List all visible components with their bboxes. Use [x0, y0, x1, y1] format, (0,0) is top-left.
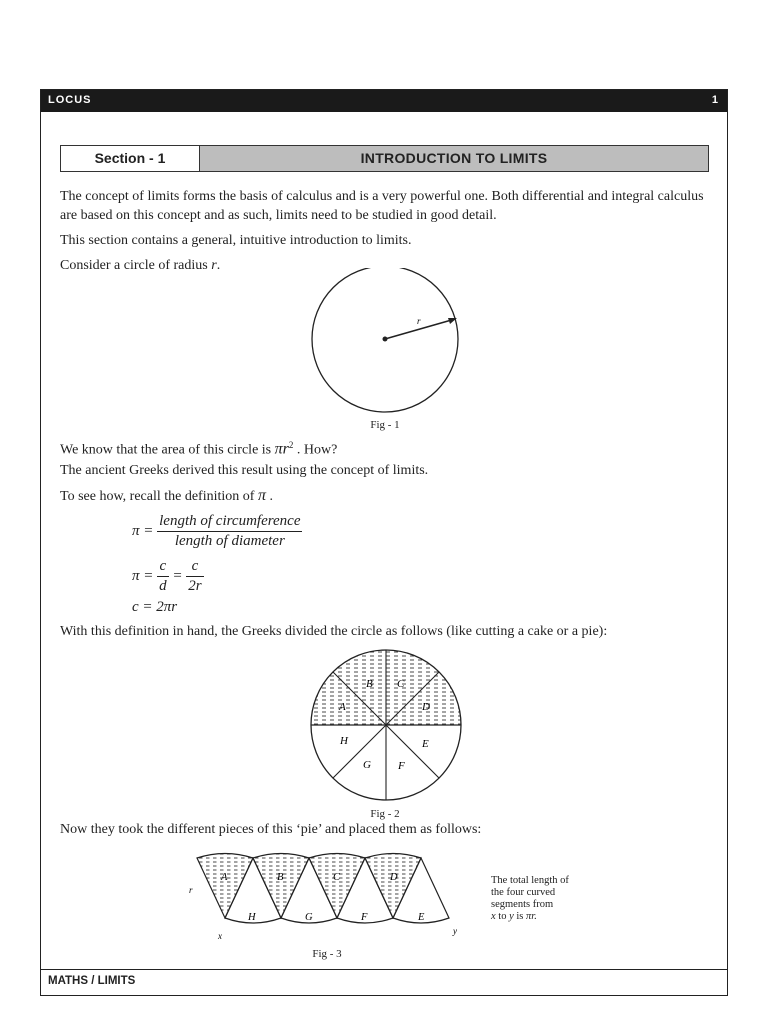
fig3-note-to: to	[495, 911, 510, 922]
p6-suffix: .	[265, 489, 273, 504]
paragraph-5: The ancient Greeks derived this result using the concept of limits.	[60, 463, 429, 478]
equation-1	[132, 513, 302, 550]
fig2-label-d: D	[422, 701, 430, 713]
fig1-caption: Fig - 1	[370, 419, 400, 431]
fig3-label-g: G	[305, 912, 313, 923]
section-title: INTRODUCTION TO LIMITS	[200, 146, 708, 171]
figure-3-rearranged	[185, 848, 475, 944]
p4-suffix: . How?	[293, 442, 338, 458]
p6-prefix: To see how, recall the definition of	[60, 489, 258, 504]
equation-3: c = 2πr	[132, 599, 178, 615]
eq1-lhs: π =	[132, 522, 154, 539]
eq2-lhs: π =	[132, 567, 154, 584]
fig2-label-f: F	[398, 760, 405, 772]
fig3-label-h: H	[248, 912, 256, 923]
fig3-note	[491, 875, 601, 923]
fig2-label-e: E	[422, 738, 429, 750]
fig3-label-e: E	[418, 912, 425, 923]
paragraph-4	[60, 436, 720, 460]
p3-prefix: Consider a circle of radius	[60, 258, 212, 273]
eq2-fraction-2	[186, 558, 203, 595]
fig2-label-g: G	[363, 759, 371, 771]
fig3-note-line-1: The total length of	[491, 875, 569, 886]
fig3-label-x: x	[218, 931, 222, 941]
footer-text: MATHS / LIMITS	[48, 975, 136, 987]
fig2-label-a: A	[339, 701, 346, 713]
fig3-note-line-2: the four curved	[491, 887, 556, 898]
fig2-caption: Fig - 2	[370, 808, 400, 820]
fig3-note-y: y	[509, 911, 514, 922]
fig2-label-h: H	[340, 735, 348, 747]
fig3-note-x: x	[491, 911, 496, 922]
fig3-label-a: A	[221, 872, 228, 883]
paragraph-8: Now they took the different pieces of this ‘pie’ and placed them as follows:	[60, 822, 482, 837]
p4-math: πr	[274, 440, 289, 458]
page-number: 1	[711, 94, 718, 106]
eq1-numerator: length of circumference	[157, 513, 302, 532]
eq2-equals: =	[172, 567, 183, 584]
footer-rule	[41, 969, 727, 970]
fig3-label-y: y	[453, 926, 457, 936]
fig3-note-line-3: segments from	[491, 899, 554, 910]
paragraph-2: This section contains a general, intuitive introduction to limits.	[60, 233, 412, 248]
equation-2	[132, 558, 204, 595]
paragraph-6	[60, 486, 720, 506]
fig3-caption: Fig - 3	[312, 948, 342, 960]
eq1-fraction	[157, 513, 302, 550]
fig3-label-f: F	[361, 912, 368, 923]
fig3-note-pi-r: πr.	[526, 911, 537, 922]
page-header	[41, 90, 727, 112]
fig3-label-r: r	[189, 885, 193, 895]
p6-math: π	[257, 487, 266, 504]
p4-prefix: We know that the area of this circle is	[60, 442, 275, 458]
fig3-note-line-4	[491, 911, 601, 923]
brand-label: LOCUS	[48, 94, 92, 106]
fig1-radius-label: r	[417, 316, 421, 326]
figure-1-circle	[300, 268, 470, 418]
eq2-fraction-1	[157, 558, 169, 595]
figure-2-pie	[306, 646, 466, 806]
fig3-note-is: is	[513, 911, 527, 922]
p3-suffix: .	[216, 258, 221, 273]
fig3-label-d: D	[390, 872, 398, 883]
fig3-label-c: C	[333, 872, 341, 883]
eq2-num2: c	[186, 558, 203, 577]
paragraph-7: With this definition in hand, the Greeks divided the circle as follows (like cutting a cake or a pie):	[60, 624, 608, 639]
paragraph-1: The concept of limits forms the basis of calculus and is a very powerful one. Both differential and integral calculus are based on this concept and as such, limits need to be studied in good detail.	[60, 189, 704, 223]
fig3-label-b: B	[277, 872, 284, 883]
eq2-den2: 2r	[188, 578, 202, 594]
p3-var: r	[211, 258, 217, 273]
eq1-denominator: length of diameter	[174, 533, 285, 549]
fig2-label-c: C	[397, 678, 405, 690]
section-label: Section - 1	[61, 146, 200, 171]
eq2-den1: d	[159, 578, 167, 594]
section-heading	[60, 145, 709, 172]
p4-sup: 2	[288, 440, 294, 450]
fig2-label-b: B	[366, 678, 373, 690]
eq2-num1: c	[157, 558, 169, 577]
